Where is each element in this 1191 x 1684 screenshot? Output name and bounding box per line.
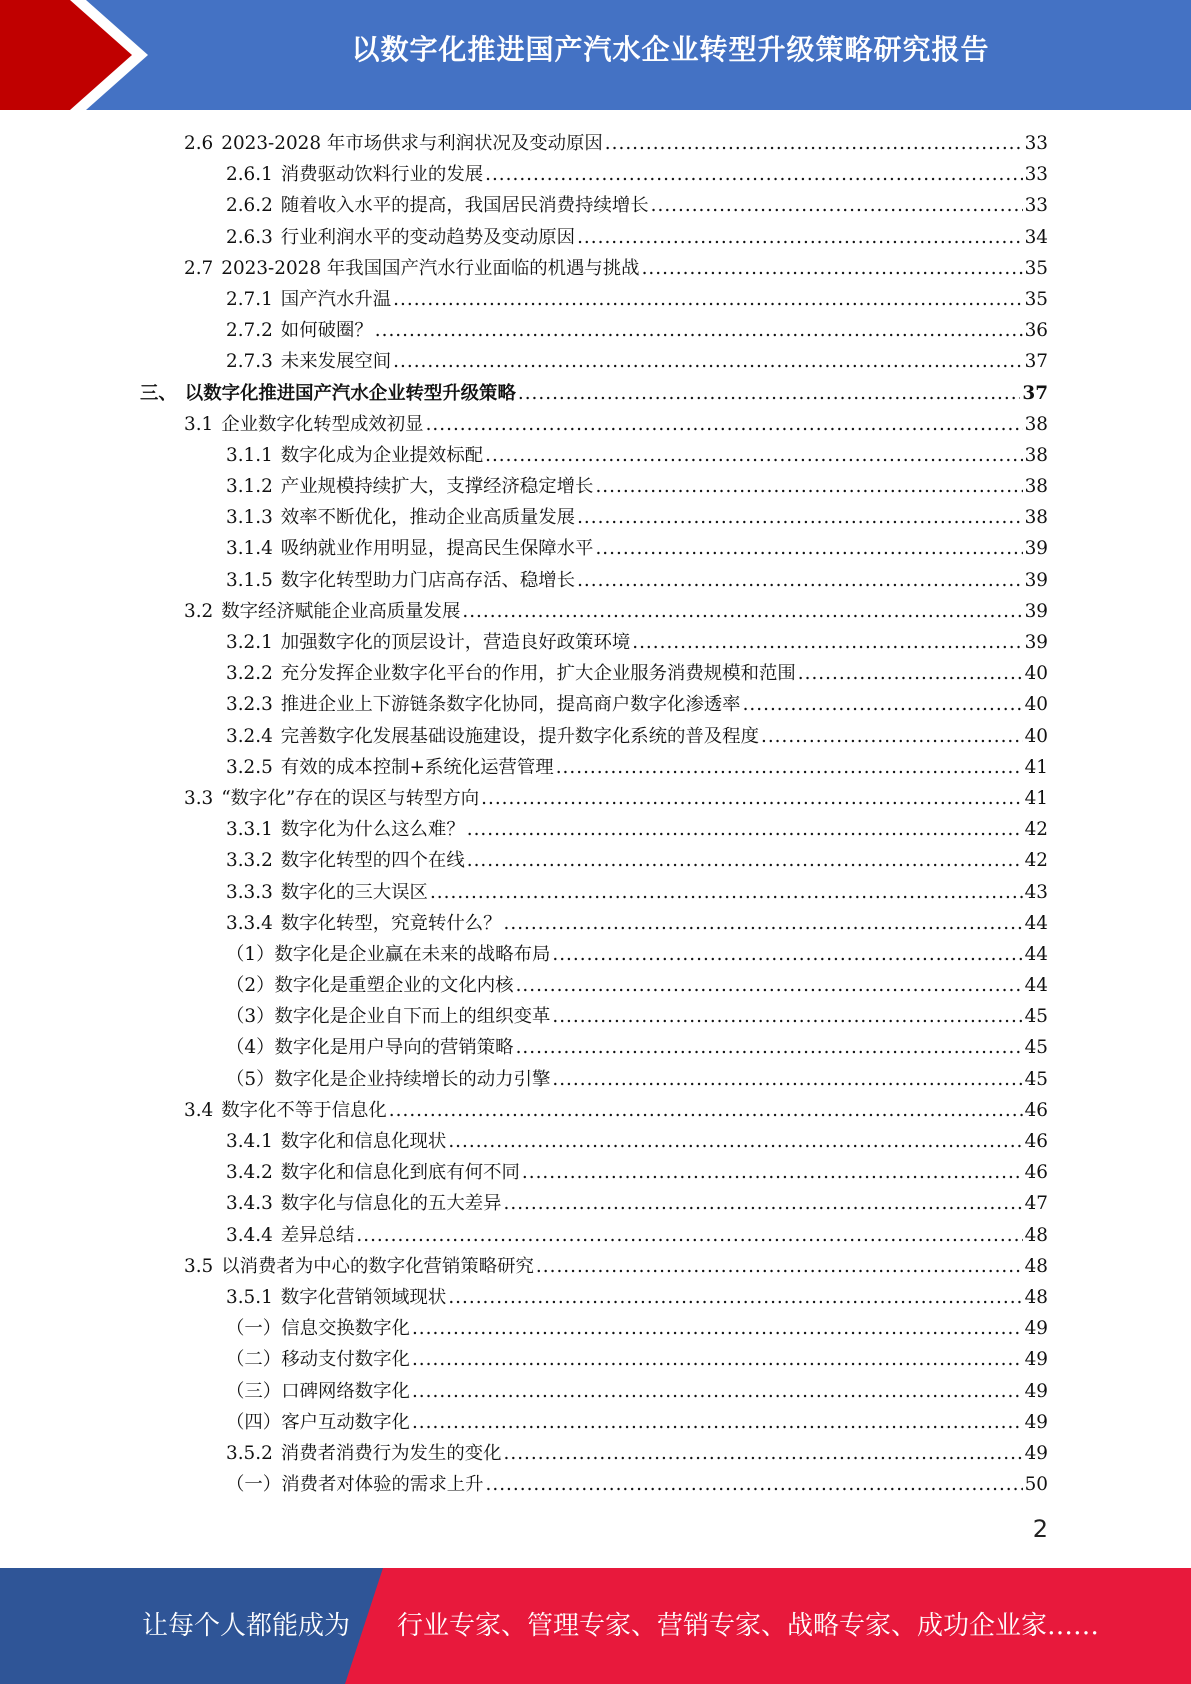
toc-entry-number: 3.3.4 [226, 912, 273, 934]
toc-dot-leader [595, 471, 1022, 502]
toc-dot-leader [577, 222, 1023, 253]
toc-entry[interactable] [140, 658, 1048, 689]
toc-entry[interactable] [140, 970, 1048, 1001]
toc-dot-leader [743, 689, 1023, 720]
toc-dot-leader [448, 1282, 1022, 1313]
toc-entry[interactable] [140, 752, 1048, 783]
toc-entry[interactable] [140, 627, 1048, 658]
toc-entry-title: 以数字化推进国产汽水企业转型升级策略 [184, 382, 516, 404]
toc-entry-number: 2.7.1 [226, 288, 273, 310]
toc-entry-page: 40 [1024, 694, 1048, 716]
toc-entry-number: 2.7.2 [226, 320, 273, 342]
toc-entry[interactable] [140, 1188, 1048, 1219]
toc-entry-title: 加强数字化的顶层设计，营造良好政策环境 [280, 632, 631, 653]
toc-entry-title: 2023-2028 年市场供求与利润状况及变动原因 [221, 133, 603, 154]
toc-dot-leader [577, 565, 1023, 596]
toc-entry-number: （5） [226, 1068, 275, 1090]
toc-entry-page: 49 [1024, 1442, 1048, 1464]
toc-entry-page: 42 [1024, 850, 1048, 872]
toc-entry-number: 3.1 [184, 413, 214, 435]
toc-entry[interactable] [140, 128, 1048, 159]
toc-entry-page: 49 [1024, 1349, 1048, 1371]
toc-entry[interactable] [140, 689, 1048, 720]
toc-entry[interactable] [140, 1032, 1048, 1063]
toc-entry[interactable] [140, 346, 1048, 377]
toc-entry[interactable] [140, 1064, 1048, 1095]
toc-entry[interactable] [140, 1251, 1048, 1282]
toc-entry-number: （一） [226, 1474, 282, 1496]
toc-entry-page: 48 [1024, 1255, 1048, 1277]
toc-entry-page: 38 [1024, 413, 1048, 435]
toc-dot-leader [448, 1126, 1022, 1157]
toc-dot-leader [393, 284, 1022, 315]
toc-entry-title: 消费者消费行为发生的变化 [280, 1442, 502, 1464]
toc-entry-number: 3.1.1 [226, 444, 273, 466]
report-header [0, 0, 1191, 110]
toc-entry-number: 3.5.2 [226, 1442, 273, 1464]
toc-entry-number: 3.2.4 [226, 725, 273, 747]
toc-entry-page: 45 [1024, 1068, 1048, 1090]
toc-entry-page: 48 [1024, 1286, 1048, 1308]
toc-dot-leader [577, 502, 1023, 533]
report-title: 以数字化推进国产汽水企业转型升级策略研究报告 [351, 33, 990, 66]
toc-dot-leader [467, 845, 1023, 876]
toc-entry-number: 3.1.3 [226, 507, 273, 529]
toc-entry-number: 3.3.1 [226, 819, 273, 841]
toc-dot-leader [430, 877, 1023, 908]
toc-entry-number: 2.7 [184, 257, 214, 279]
toc-entry-page: 47 [1024, 1193, 1048, 1215]
toc-dot-leader [522, 1157, 1023, 1188]
toc-entry-title: 国产汽水升温 [280, 288, 392, 310]
toc-entry-title: 数字化为什么这么难？ [280, 819, 465, 841]
toc-entry-title: 数字化转型助力门店高存活、稳增长 [280, 569, 576, 591]
toc-entry-title: 数字化是企业赢在未来的战略布局 [274, 943, 551, 965]
toc-entry[interactable] [140, 1220, 1048, 1251]
toc-dot-leader [375, 315, 1023, 346]
toc-entry-number: 3.4.4 [226, 1224, 273, 1246]
toc-entry-title: 2023-2028 年我国国产汽水行业面临的机遇与挑战 [221, 257, 640, 279]
toc-entry-title: 以消费者为中心的数字化营销策略研究 [221, 1255, 534, 1277]
toc-entry-title: 充分发挥企业数字化平台的作用，扩大企业服务消费规模和范围 [280, 663, 796, 685]
toc-entry[interactable] [140, 190, 1048, 221]
toc-entry[interactable] [140, 409, 1048, 440]
toc-entry-number: （3） [226, 1006, 275, 1028]
toc-entry-title: 差异总结 [280, 1224, 355, 1246]
toc-entry-page: 44 [1024, 912, 1048, 934]
toc-entry[interactable] [140, 877, 1048, 908]
toc-entry-title: 产业规模持续扩大，支撑经济稳定增长 [280, 476, 594, 498]
toc-entry-title: 企业数字化转型成效初显 [221, 413, 424, 435]
toc-entry-page: 46 [1024, 1162, 1048, 1184]
toc-dot-leader [552, 939, 1022, 970]
toc-entry-title: 数字化转型的四个在线 [280, 850, 465, 872]
toc-entry-title: 数字化是企业持续增长的动力引擎 [274, 1068, 551, 1090]
toc-entry[interactable] [140, 1438, 1048, 1469]
toc-entry[interactable] [140, 1001, 1048, 1032]
toc-entry-page: 41 [1024, 756, 1048, 778]
toc-entry[interactable] [140, 471, 1048, 502]
toc-dot-leader [632, 627, 1022, 658]
toc-entry[interactable] [140, 1282, 1048, 1313]
toc-entry-title: “数字化”存在的误区与转型方向 [221, 787, 480, 809]
toc-entry-number: 3.2.2 [226, 663, 273, 685]
toc-entry-page: 35 [1024, 257, 1048, 279]
toc-entry-number: （二） [226, 1349, 282, 1371]
toc-dot-leader [798, 658, 1023, 689]
toc-entry-number: 3.2.3 [226, 694, 273, 716]
toc-entry-number: （三） [226, 1380, 282, 1402]
toc-dot-leader [605, 128, 1023, 159]
toc-entry-title: 客户互动数字化 [281, 1411, 410, 1433]
toc-entry[interactable] [140, 939, 1048, 970]
toc-entry[interactable] [140, 502, 1048, 533]
toc-entry-page: 50 [1024, 1474, 1048, 1496]
toc-entry-page: 33 [1024, 133, 1048, 154]
toc-entry-page: 41 [1024, 787, 1048, 809]
toc-entry-number: 3.1.4 [226, 538, 273, 560]
toc-dot-leader [516, 970, 1023, 1001]
toc-entry-title: 数字化和信息化现状 [280, 1131, 447, 1152]
toc-entry-number: 3.3.2 [226, 850, 273, 872]
toc-dot-leader [595, 533, 1022, 564]
toc-entry[interactable] [140, 1407, 1048, 1438]
toc-dot-leader [651, 190, 1023, 221]
toc-entry[interactable] [140, 1313, 1048, 1344]
toc-entry-number: 三、 [140, 382, 177, 404]
toc-entry[interactable] [140, 1469, 1048, 1500]
toc-entry-number: 3.5 [184, 1255, 214, 1277]
toc-entry-title: 消费驱动饮料行业的发展 [280, 164, 484, 186]
toc-dot-leader [393, 346, 1022, 377]
toc-entry-title: 吸纳就业作用明显，提高民生保障水平 [280, 538, 594, 560]
toc-entry-title: 数字化营销领域现状 [280, 1286, 447, 1308]
toc-entry-page: 49 [1024, 1411, 1048, 1433]
toc-entry-title: 随着收入水平的提高，我国居民消费持续增长 [280, 195, 649, 217]
toc-entry-page: 38 [1024, 476, 1048, 498]
toc-entry-page: 39 [1024, 600, 1048, 622]
toc-entry-title: 数字化是用户导向的营销策略 [274, 1037, 514, 1059]
toc-dot-leader [412, 1313, 1023, 1344]
toc-entry-number: 2.6.2 [226, 195, 273, 217]
toc-entry-number: 3.2.5 [226, 756, 273, 778]
toc-dot-leader [536, 1251, 1023, 1282]
toc-entry-title: 数字化的三大误区 [280, 881, 428, 903]
toc-entry-number: 3.5.1 [226, 1286, 273, 1308]
toc-dot-leader [356, 1220, 1022, 1251]
toc-entry-number: （一） [226, 1318, 282, 1340]
toc-entry-page: 46 [1024, 1131, 1048, 1152]
toc-dot-leader [486, 1469, 1023, 1500]
toc-entry-number: 3.4.2 [226, 1162, 273, 1184]
toc-entry[interactable] [140, 565, 1048, 596]
toc-dot-leader [426, 409, 1023, 440]
toc-entry[interactable] [140, 315, 1048, 346]
toc-entry[interactable] [140, 1157, 1048, 1188]
toc-entry-page: 43 [1024, 881, 1048, 903]
toc-entry-title: 移动支付数字化 [281, 1349, 410, 1371]
toc-entry-title: 数字化和信息化到底有何不同 [280, 1162, 520, 1184]
toc-entry-page: 40 [1024, 663, 1048, 685]
toc-entry[interactable] [140, 253, 1048, 284]
toc-dot-leader [412, 1407, 1023, 1438]
toc-entry-number: 2.6.3 [226, 226, 273, 248]
toc-entry-page: 35 [1024, 288, 1048, 310]
footer-slogan-left: 让每个人都能成为 [142, 1611, 351, 1641]
toc-entry-page: 39 [1024, 538, 1048, 560]
toc-entry[interactable] [140, 596, 1048, 627]
toc-entry-page: 44 [1024, 975, 1048, 997]
toc-entry-number: （2） [226, 975, 275, 997]
toc-entry[interactable] [140, 222, 1048, 253]
toc-entry-number: 3.4.3 [226, 1193, 273, 1215]
toc-entry-number: 2.6 [184, 133, 214, 154]
toc-entry-title: 口碑网络数字化 [281, 1380, 410, 1402]
toc-dot-leader [481, 783, 1022, 814]
table-of-contents [140, 128, 1048, 1500]
toc-entry-page: 49 [1024, 1380, 1048, 1402]
toc-entry-title: 有效的成本控制+系统化运营管理 [280, 756, 554, 778]
toc-entry-page: 45 [1024, 1006, 1048, 1028]
toc-entry-title: 行业利润水平的变动趋势及变动原因 [280, 226, 576, 248]
toc-dot-leader [462, 596, 1022, 627]
toc-entry[interactable] [140, 1126, 1048, 1157]
toc-dot-leader [504, 1188, 1023, 1219]
toc-entry[interactable] [140, 814, 1048, 845]
toc-entry-title: 数字化成为企业提效标配 [280, 444, 484, 466]
toc-entry-title: 完善数字化发展基础设施建设，提升数字化系统的普及程度 [280, 725, 759, 747]
toc-entry-page: 45 [1024, 1037, 1048, 1059]
toc-dot-leader [552, 1001, 1022, 1032]
toc-entry-page: 40 [1024, 725, 1048, 747]
toc-dot-leader [504, 908, 1023, 939]
toc-entry-title: 信息交换数字化 [281, 1318, 410, 1340]
header-arrow-flag [0, 0, 160, 110]
toc-dot-leader [389, 1095, 1023, 1126]
toc-entry-page: 38 [1024, 507, 1048, 529]
toc-entry-number: 2.6.1 [226, 164, 273, 186]
toc-entry-page: 38 [1024, 444, 1048, 466]
toc-entry-page: 39 [1024, 632, 1048, 653]
toc-entry-title: 数字经济赋能企业高质量发展 [221, 600, 461, 622]
toc-entry-page: 34 [1024, 226, 1048, 248]
toc-entry[interactable] [140, 721, 1048, 752]
toc-dot-leader [552, 1064, 1022, 1095]
toc-entry[interactable] [140, 440, 1048, 471]
toc-dot-leader [412, 1344, 1023, 1375]
toc-entry-title: 效率不断优化，推动企业高质量发展 [280, 507, 576, 529]
toc-entry[interactable] [140, 159, 1048, 190]
toc-entry-page: 49 [1024, 1318, 1048, 1340]
toc-dot-leader [485, 159, 1022, 190]
toc-entry[interactable] [140, 1344, 1048, 1375]
toc-dot-leader [412, 1376, 1023, 1407]
toc-entry-title: 消费者对体验的需求上升 [281, 1474, 484, 1496]
toc-entry-number: （1） [226, 943, 275, 965]
toc-entry-number: 3.2 [184, 600, 214, 622]
toc-entry-number: 3.4 [184, 1099, 214, 1121]
toc-entry[interactable] [140, 1376, 1048, 1407]
toc-entry[interactable] [140, 284, 1048, 315]
toc-entry-number: 3.4.1 [226, 1131, 273, 1152]
toc-entry-number: 3.2.1 [226, 632, 273, 653]
toc-dot-leader [516, 1032, 1023, 1063]
toc-entry-number: 2.7.3 [226, 351, 273, 373]
toc-entry-number: （四） [226, 1411, 282, 1433]
toc-entry-title: 数字化转型，究竟转什么？ [280, 912, 502, 934]
toc-entry[interactable] [140, 378, 1048, 409]
toc-dot-leader [642, 253, 1023, 284]
toc-entry-title: 数字化是重塑企业的文化内核 [274, 975, 514, 997]
toc-entry-page: 37 [1022, 382, 1048, 404]
toc-entry-page: 44 [1024, 943, 1048, 965]
toc-dot-leader [485, 440, 1022, 471]
toc-entry-page: 37 [1024, 351, 1048, 373]
toc-entry[interactable] [140, 908, 1048, 939]
toc-dot-leader [467, 814, 1023, 845]
toc-entry-page: 36 [1024, 320, 1048, 342]
page-number: 2 [1032, 1515, 1048, 1543]
toc-entry-title: 数字化与信息化的五大差异 [280, 1193, 502, 1215]
toc-entry-number: 3.3.3 [226, 881, 273, 903]
toc-entry-page: 33 [1024, 164, 1048, 186]
toc-entry-title: 数字化是企业自下而上的组织变革 [274, 1006, 551, 1028]
toc-entry-number: （4） [226, 1037, 275, 1059]
toc-entry-title: 未来发展空间 [280, 351, 392, 373]
toc-dot-leader [518, 378, 1021, 409]
toc-entry-page: 46 [1024, 1099, 1048, 1121]
toc-entry-title: 推进企业上下游链条数字化协同，提高商户数字化渗透率 [280, 694, 741, 716]
toc-entry-page: 48 [1024, 1224, 1048, 1246]
toc-entry-page: 33 [1024, 195, 1048, 217]
toc-entry-page: 42 [1024, 819, 1048, 841]
toc-dot-leader [556, 752, 1023, 783]
toc-entry-number: 3.3 [184, 787, 214, 809]
footer-slogan-right: 行业专家、管理专家、营销专家、战略专家、成功企业家…… [397, 1611, 1100, 1641]
toc-entry-number: 3.1.5 [226, 569, 273, 591]
toc-dot-leader [504, 1438, 1023, 1469]
toc-entry[interactable] [140, 533, 1048, 564]
toc-entry-page: 39 [1024, 569, 1048, 591]
toc-entry[interactable] [140, 1095, 1048, 1126]
toc-entry[interactable] [140, 783, 1048, 814]
toc-dot-leader [761, 721, 1023, 752]
toc-entry-title: 数字化不等于信息化 [221, 1099, 387, 1121]
toc-entry-number: 3.1.2 [226, 476, 273, 498]
page-footer [0, 1568, 1191, 1684]
toc-entry[interactable] [140, 845, 1048, 876]
toc-entry-title: 如何破圈？ [280, 320, 373, 342]
